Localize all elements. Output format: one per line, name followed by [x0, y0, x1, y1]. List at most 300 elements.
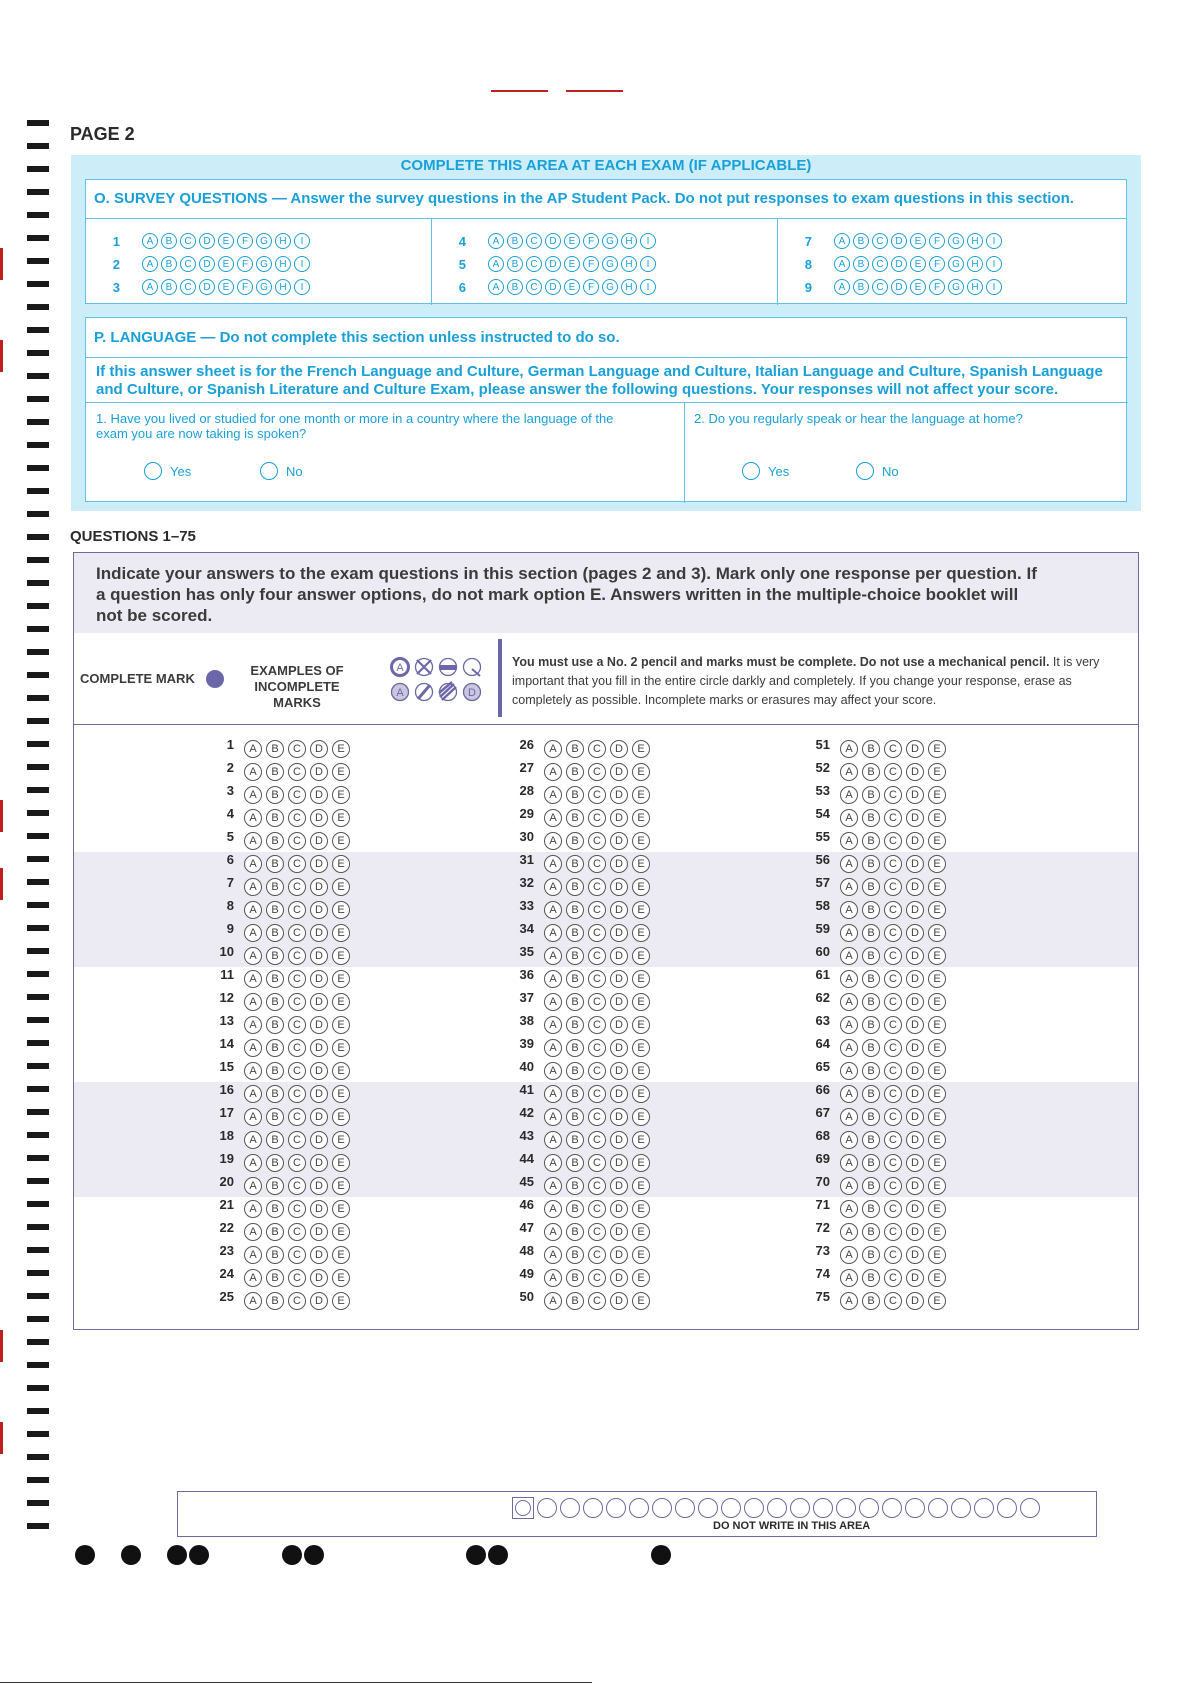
answer-bubble[interactable]: D: [310, 832, 328, 850]
survey-option-bubble[interactable]: I: [986, 233, 1002, 249]
answer-bubble[interactable]: E: [928, 1246, 946, 1264]
answer-bubble[interactable]: D: [610, 1200, 628, 1218]
survey-option-bubble[interactable]: H: [275, 233, 291, 249]
survey-option-bubble[interactable]: G: [256, 279, 272, 295]
answer-bubble[interactable]: E: [332, 1292, 350, 1310]
survey-option-bubble[interactable]: C: [872, 256, 888, 272]
answer-bubble[interactable]: E: [332, 1200, 350, 1218]
survey-option-bubble[interactable]: E: [910, 279, 926, 295]
answer-bubble[interactable]: E: [632, 809, 650, 827]
answer-bubble[interactable]: B: [566, 855, 584, 873]
answer-bubble[interactable]: A: [544, 832, 562, 850]
answer-bubble[interactable]: B: [566, 1016, 584, 1034]
survey-option-bubble[interactable]: F: [583, 279, 599, 295]
answer-bubble[interactable]: A: [544, 924, 562, 942]
answer-bubble[interactable]: A: [544, 1108, 562, 1126]
survey-option-bubble[interactable]: A: [488, 279, 504, 295]
answer-bubble[interactable]: E: [632, 1154, 650, 1172]
survey-option-bubble[interactable]: E: [910, 256, 926, 272]
answer-bubble[interactable]: C: [588, 1039, 606, 1057]
answer-bubble[interactable]: E: [632, 970, 650, 988]
survey-option-bubble[interactable]: G: [602, 233, 618, 249]
answer-bubble[interactable]: E: [928, 1108, 946, 1126]
answer-bubble[interactable]: B: [566, 809, 584, 827]
answer-bubble[interactable]: E: [632, 993, 650, 1011]
answer-bubble[interactable]: A: [544, 947, 562, 965]
answer-bubble[interactable]: C: [288, 1039, 306, 1057]
answer-bubble[interactable]: A: [840, 924, 858, 942]
answer-bubble[interactable]: B: [266, 1177, 284, 1195]
answer-bubble[interactable]: D: [906, 878, 924, 896]
answer-bubble[interactable]: D: [310, 1154, 328, 1172]
answer-bubble[interactable]: E: [928, 1269, 946, 1287]
answer-bubble[interactable]: B: [862, 855, 880, 873]
survey-option-bubble[interactable]: I: [294, 279, 310, 295]
answer-bubble[interactable]: C: [884, 1269, 902, 1287]
answer-bubble[interactable]: A: [244, 1223, 262, 1241]
answer-bubble[interactable]: C: [288, 1246, 306, 1264]
answer-bubble[interactable]: B: [566, 901, 584, 919]
answer-bubble[interactable]: A: [840, 970, 858, 988]
answer-bubble[interactable]: D: [610, 1039, 628, 1057]
answer-bubble[interactable]: A: [244, 1085, 262, 1103]
answer-bubble[interactable]: B: [862, 1039, 880, 1057]
answer-bubble[interactable]: A: [544, 1177, 562, 1195]
answer-bubble[interactable]: B: [566, 1177, 584, 1195]
survey-option-bubble[interactable]: D: [891, 256, 907, 272]
survey-option-bubble[interactable]: D: [545, 256, 561, 272]
answer-bubble[interactable]: B: [266, 763, 284, 781]
answer-bubble[interactable]: A: [840, 1154, 858, 1172]
answer-bubble[interactable]: B: [566, 1223, 584, 1241]
answer-bubble[interactable]: C: [884, 1085, 902, 1103]
answer-bubble[interactable]: A: [244, 947, 262, 965]
answer-bubble[interactable]: C: [588, 855, 606, 873]
answer-bubble[interactable]: B: [566, 1085, 584, 1103]
survey-option-bubble[interactable]: G: [948, 279, 964, 295]
answer-bubble[interactable]: B: [862, 878, 880, 896]
survey-option-bubble[interactable]: A: [834, 233, 850, 249]
answer-bubble[interactable]: E: [332, 1085, 350, 1103]
answer-bubble[interactable]: C: [288, 1177, 306, 1195]
answer-bubble[interactable]: D: [310, 1269, 328, 1287]
survey-option-bubble[interactable]: I: [640, 256, 656, 272]
answer-bubble[interactable]: D: [610, 1016, 628, 1034]
survey-option-bubble[interactable]: H: [967, 256, 983, 272]
survey-option-bubble[interactable]: H: [275, 256, 291, 272]
answer-bubble[interactable]: E: [928, 993, 946, 1011]
answer-bubble[interactable]: A: [244, 1200, 262, 1218]
answer-bubble[interactable]: B: [566, 763, 584, 781]
survey-option-bubble[interactable]: F: [929, 279, 945, 295]
answer-bubble[interactable]: D: [310, 947, 328, 965]
answer-bubble[interactable]: C: [588, 1292, 606, 1310]
survey-option-bubble[interactable]: B: [507, 256, 523, 272]
answer-bubble[interactable]: D: [610, 832, 628, 850]
answer-bubble[interactable]: B: [566, 947, 584, 965]
answer-bubble[interactable]: A: [244, 1154, 262, 1172]
answer-bubble[interactable]: E: [332, 1246, 350, 1264]
answer-bubble[interactable]: E: [928, 1223, 946, 1241]
answer-bubble[interactable]: D: [610, 1062, 628, 1080]
answer-bubble[interactable]: D: [610, 1085, 628, 1103]
answer-bubble[interactable]: A: [840, 1246, 858, 1264]
answer-bubble[interactable]: A: [840, 947, 858, 965]
answer-bubble[interactable]: A: [244, 970, 262, 988]
answer-bubble[interactable]: C: [588, 901, 606, 919]
answer-bubble[interactable]: C: [288, 1131, 306, 1149]
answer-bubble[interactable]: A: [544, 1223, 562, 1241]
survey-option-bubble[interactable]: E: [218, 279, 234, 295]
answer-bubble[interactable]: B: [566, 832, 584, 850]
survey-option-bubble[interactable]: F: [237, 256, 253, 272]
answer-bubble[interactable]: E: [332, 763, 350, 781]
answer-bubble[interactable]: B: [266, 924, 284, 942]
answer-bubble[interactable]: D: [906, 832, 924, 850]
answer-bubble[interactable]: E: [332, 1269, 350, 1287]
survey-option-bubble[interactable]: I: [986, 256, 1002, 272]
answer-bubble[interactable]: D: [310, 970, 328, 988]
answer-bubble[interactable]: B: [862, 947, 880, 965]
answer-bubble[interactable]: D: [610, 947, 628, 965]
answer-bubble[interactable]: E: [632, 740, 650, 758]
answer-bubble[interactable]: A: [840, 832, 858, 850]
answer-bubble[interactable]: A: [244, 1269, 262, 1287]
answer-bubble[interactable]: C: [884, 970, 902, 988]
survey-option-bubble[interactable]: A: [142, 279, 158, 295]
answer-bubble[interactable]: D: [906, 970, 924, 988]
answer-bubble[interactable]: A: [544, 1292, 562, 1310]
survey-option-bubble[interactable]: F: [583, 256, 599, 272]
answer-bubble[interactable]: E: [332, 809, 350, 827]
answer-bubble[interactable]: E: [632, 924, 650, 942]
answer-bubble[interactable]: B: [266, 1269, 284, 1287]
answer-bubble[interactable]: A: [244, 1039, 262, 1057]
answer-bubble[interactable]: B: [862, 1016, 880, 1034]
answer-bubble[interactable]: A: [840, 1062, 858, 1080]
answer-bubble[interactable]: B: [862, 1269, 880, 1287]
survey-option-bubble[interactable]: F: [583, 233, 599, 249]
answer-bubble[interactable]: C: [588, 786, 606, 804]
survey-option-bubble[interactable]: E: [564, 233, 580, 249]
answer-bubble[interactable]: E: [928, 1177, 946, 1195]
answer-bubble[interactable]: B: [862, 993, 880, 1011]
answer-bubble[interactable]: E: [928, 1200, 946, 1218]
answer-bubble[interactable]: A: [544, 993, 562, 1011]
answer-bubble[interactable]: E: [632, 1292, 650, 1310]
answer-bubble[interactable]: E: [332, 878, 350, 896]
answer-bubble[interactable]: A: [840, 1292, 858, 1310]
answer-bubble[interactable]: D: [906, 1039, 924, 1057]
answer-bubble[interactable]: B: [566, 1269, 584, 1287]
answer-bubble[interactable]: B: [566, 1039, 584, 1057]
answer-bubble[interactable]: E: [332, 970, 350, 988]
answer-bubble[interactable]: B: [266, 740, 284, 758]
answer-bubble[interactable]: A: [840, 1200, 858, 1218]
answer-bubble[interactable]: E: [332, 924, 350, 942]
survey-option-bubble[interactable]: I: [986, 279, 1002, 295]
answer-bubble[interactable]: A: [244, 832, 262, 850]
answer-bubble[interactable]: D: [610, 1269, 628, 1287]
answer-bubble[interactable]: B: [862, 1177, 880, 1195]
answer-bubble[interactable]: E: [632, 1177, 650, 1195]
answer-bubble[interactable]: E: [632, 1016, 650, 1034]
answer-bubble[interactable]: B: [266, 1223, 284, 1241]
survey-option-bubble[interactable]: I: [640, 233, 656, 249]
answer-bubble[interactable]: A: [244, 924, 262, 942]
answer-bubble[interactable]: E: [928, 786, 946, 804]
answer-bubble[interactable]: B: [566, 1200, 584, 1218]
answer-bubble[interactable]: D: [310, 1085, 328, 1103]
answer-bubble[interactable]: D: [610, 1108, 628, 1126]
answer-bubble[interactable]: B: [266, 1108, 284, 1126]
answer-bubble[interactable]: B: [566, 1154, 584, 1172]
answer-bubble[interactable]: D: [610, 901, 628, 919]
answer-bubble[interactable]: E: [632, 901, 650, 919]
answer-bubble[interactable]: B: [266, 1154, 284, 1172]
q2-yes-option[interactable]: [742, 462, 789, 480]
answer-bubble[interactable]: D: [610, 970, 628, 988]
answer-bubble[interactable]: D: [310, 1016, 328, 1034]
answer-bubble[interactable]: B: [566, 1131, 584, 1149]
answer-bubble[interactable]: D: [906, 1062, 924, 1080]
answer-bubble[interactable]: C: [884, 1039, 902, 1057]
answer-bubble[interactable]: E: [332, 786, 350, 804]
answer-bubble[interactable]: D: [906, 1154, 924, 1172]
answer-bubble[interactable]: E: [632, 1085, 650, 1103]
answer-bubble[interactable]: C: [588, 970, 606, 988]
answer-bubble[interactable]: A: [840, 1108, 858, 1126]
answer-bubble[interactable]: D: [906, 786, 924, 804]
answer-bubble[interactable]: E: [632, 855, 650, 873]
survey-option-bubble[interactable]: B: [507, 233, 523, 249]
answer-bubble[interactable]: A: [544, 970, 562, 988]
answer-bubble[interactable]: C: [288, 1269, 306, 1287]
answer-bubble[interactable]: C: [884, 993, 902, 1011]
survey-option-bubble[interactable]: F: [929, 256, 945, 272]
answer-bubble[interactable]: C: [884, 1131, 902, 1149]
answer-bubble[interactable]: C: [288, 809, 306, 827]
answer-bubble[interactable]: D: [906, 1085, 924, 1103]
answer-bubble[interactable]: A: [244, 763, 262, 781]
answer-bubble[interactable]: D: [610, 763, 628, 781]
answer-bubble[interactable]: D: [906, 901, 924, 919]
answer-bubble[interactable]: C: [884, 947, 902, 965]
answer-bubble[interactable]: C: [288, 786, 306, 804]
answer-bubble[interactable]: C: [588, 1223, 606, 1241]
survey-option-bubble[interactable]: H: [275, 279, 291, 295]
survey-option-bubble[interactable]: B: [161, 256, 177, 272]
answer-bubble[interactable]: E: [928, 901, 946, 919]
survey-option-bubble[interactable]: E: [564, 279, 580, 295]
answer-bubble[interactable]: C: [288, 1154, 306, 1172]
answer-bubble[interactable]: E: [632, 763, 650, 781]
answer-bubble[interactable]: A: [544, 1039, 562, 1057]
answer-bubble[interactable]: C: [884, 740, 902, 758]
survey-option-bubble[interactable]: D: [199, 233, 215, 249]
answer-bubble[interactable]: D: [906, 1177, 924, 1195]
answer-bubble[interactable]: B: [566, 1108, 584, 1126]
answer-bubble[interactable]: E: [332, 1108, 350, 1126]
survey-option-bubble[interactable]: D: [199, 279, 215, 295]
answer-bubble[interactable]: E: [928, 855, 946, 873]
answer-bubble[interactable]: B: [266, 970, 284, 988]
survey-option-bubble[interactable]: C: [180, 233, 196, 249]
answer-bubble[interactable]: E: [332, 1154, 350, 1172]
radio-bubble[interactable]: [856, 462, 874, 480]
answer-bubble[interactable]: C: [588, 740, 606, 758]
radio-bubble[interactable]: [260, 462, 278, 480]
survey-option-bubble[interactable]: F: [929, 233, 945, 249]
answer-bubble[interactable]: C: [288, 832, 306, 850]
answer-bubble[interactable]: B: [566, 993, 584, 1011]
answer-bubble[interactable]: B: [266, 1085, 284, 1103]
answer-bubble[interactable]: E: [332, 740, 350, 758]
answer-bubble[interactable]: A: [544, 786, 562, 804]
survey-option-bubble[interactable]: D: [891, 233, 907, 249]
answer-bubble[interactable]: E: [632, 832, 650, 850]
answer-bubble[interactable]: D: [906, 855, 924, 873]
q1-no-option[interactable]: [260, 462, 303, 480]
answer-bubble[interactable]: D: [310, 924, 328, 942]
survey-option-bubble[interactable]: H: [967, 233, 983, 249]
answer-bubble[interactable]: C: [288, 855, 306, 873]
answer-bubble[interactable]: A: [244, 740, 262, 758]
answer-bubble[interactable]: B: [862, 1223, 880, 1241]
survey-option-bubble[interactable]: H: [621, 233, 637, 249]
survey-option-bubble[interactable]: B: [853, 279, 869, 295]
answer-bubble[interactable]: A: [244, 878, 262, 896]
answer-bubble[interactable]: C: [884, 1016, 902, 1034]
answer-bubble[interactable]: E: [928, 740, 946, 758]
answer-bubble[interactable]: D: [310, 878, 328, 896]
answer-bubble[interactable]: E: [632, 947, 650, 965]
answer-bubble[interactable]: B: [862, 1200, 880, 1218]
answer-bubble[interactable]: D: [906, 1200, 924, 1218]
answer-bubble[interactable]: A: [840, 878, 858, 896]
survey-option-bubble[interactable]: C: [526, 233, 542, 249]
survey-option-bubble[interactable]: G: [256, 233, 272, 249]
answer-bubble[interactable]: A: [244, 1131, 262, 1149]
survey-option-bubble[interactable]: A: [142, 256, 158, 272]
answer-bubble[interactable]: C: [288, 970, 306, 988]
answer-bubble[interactable]: C: [288, 901, 306, 919]
answer-bubble[interactable]: E: [928, 763, 946, 781]
answer-bubble[interactable]: C: [588, 809, 606, 827]
answer-bubble[interactable]: B: [862, 763, 880, 781]
survey-option-bubble[interactable]: A: [488, 233, 504, 249]
survey-option-bubble[interactable]: F: [237, 233, 253, 249]
answer-bubble[interactable]: A: [840, 763, 858, 781]
survey-option-bubble[interactable]: E: [218, 233, 234, 249]
answer-bubble[interactable]: C: [884, 1292, 902, 1310]
answer-bubble[interactable]: D: [906, 740, 924, 758]
survey-option-bubble[interactable]: D: [199, 256, 215, 272]
answer-bubble[interactable]: A: [840, 993, 858, 1011]
answer-bubble[interactable]: D: [906, 1131, 924, 1149]
answer-bubble[interactable]: D: [310, 786, 328, 804]
answer-bubble[interactable]: B: [566, 740, 584, 758]
answer-bubble[interactable]: B: [862, 740, 880, 758]
survey-option-bubble[interactable]: G: [948, 256, 964, 272]
answer-bubble[interactable]: C: [288, 740, 306, 758]
answer-bubble[interactable]: D: [610, 1223, 628, 1241]
answer-bubble[interactable]: A: [244, 1246, 262, 1264]
answer-bubble[interactable]: B: [566, 786, 584, 804]
answer-bubble[interactable]: C: [884, 1062, 902, 1080]
answer-bubble[interactable]: A: [840, 1223, 858, 1241]
survey-option-bubble[interactable]: E: [218, 256, 234, 272]
answer-bubble[interactable]: A: [840, 809, 858, 827]
answer-bubble[interactable]: E: [332, 993, 350, 1011]
answer-bubble[interactable]: D: [310, 993, 328, 1011]
answer-bubble[interactable]: D: [610, 1154, 628, 1172]
answer-bubble[interactable]: B: [566, 1062, 584, 1080]
answer-bubble[interactable]: D: [906, 993, 924, 1011]
survey-option-bubble[interactable]: H: [967, 279, 983, 295]
survey-option-bubble[interactable]: C: [180, 256, 196, 272]
answer-bubble[interactable]: C: [288, 1016, 306, 1034]
answer-bubble[interactable]: A: [244, 809, 262, 827]
survey-option-bubble[interactable]: I: [640, 279, 656, 295]
survey-option-bubble[interactable]: H: [621, 256, 637, 272]
answer-bubble[interactable]: C: [288, 1292, 306, 1310]
survey-option-bubble[interactable]: C: [526, 256, 542, 272]
answer-bubble[interactable]: B: [566, 924, 584, 942]
answer-bubble[interactable]: A: [544, 1246, 562, 1264]
answer-bubble[interactable]: B: [862, 924, 880, 942]
answer-bubble[interactable]: D: [310, 763, 328, 781]
answer-bubble[interactable]: D: [906, 1292, 924, 1310]
answer-bubble[interactable]: C: [288, 878, 306, 896]
answer-bubble[interactable]: B: [566, 970, 584, 988]
answer-bubble[interactable]: D: [906, 924, 924, 942]
answer-bubble[interactable]: E: [928, 924, 946, 942]
survey-option-bubble[interactable]: G: [602, 279, 618, 295]
survey-option-bubble[interactable]: F: [237, 279, 253, 295]
answer-bubble[interactable]: C: [288, 1108, 306, 1126]
answer-bubble[interactable]: B: [266, 832, 284, 850]
answer-bubble[interactable]: E: [632, 1131, 650, 1149]
answer-bubble[interactable]: C: [288, 1200, 306, 1218]
answer-bubble[interactable]: D: [906, 1246, 924, 1264]
answer-bubble[interactable]: E: [928, 1154, 946, 1172]
survey-option-bubble[interactable]: D: [545, 233, 561, 249]
answer-bubble[interactable]: D: [906, 763, 924, 781]
answer-bubble[interactable]: E: [928, 1131, 946, 1149]
answer-bubble[interactable]: D: [610, 924, 628, 942]
answer-bubble[interactable]: C: [288, 1062, 306, 1080]
answer-bubble[interactable]: A: [544, 1269, 562, 1287]
survey-option-bubble[interactable]: B: [507, 279, 523, 295]
answer-bubble[interactable]: D: [906, 1016, 924, 1034]
answer-bubble[interactable]: A: [244, 993, 262, 1011]
answer-bubble[interactable]: C: [588, 1177, 606, 1195]
answer-bubble[interactable]: B: [566, 878, 584, 896]
answer-bubble[interactable]: B: [862, 1154, 880, 1172]
answer-bubble[interactable]: D: [310, 901, 328, 919]
radio-bubble[interactable]: [144, 462, 162, 480]
answer-bubble[interactable]: B: [862, 1131, 880, 1149]
survey-option-bubble[interactable]: A: [142, 233, 158, 249]
answer-bubble[interactable]: B: [266, 1200, 284, 1218]
answer-bubble[interactable]: A: [840, 786, 858, 804]
answer-bubble[interactable]: D: [906, 1108, 924, 1126]
survey-option-bubble[interactable]: G: [602, 256, 618, 272]
answer-bubble[interactable]: E: [332, 947, 350, 965]
answer-bubble[interactable]: E: [928, 1062, 946, 1080]
answer-bubble[interactable]: D: [310, 740, 328, 758]
